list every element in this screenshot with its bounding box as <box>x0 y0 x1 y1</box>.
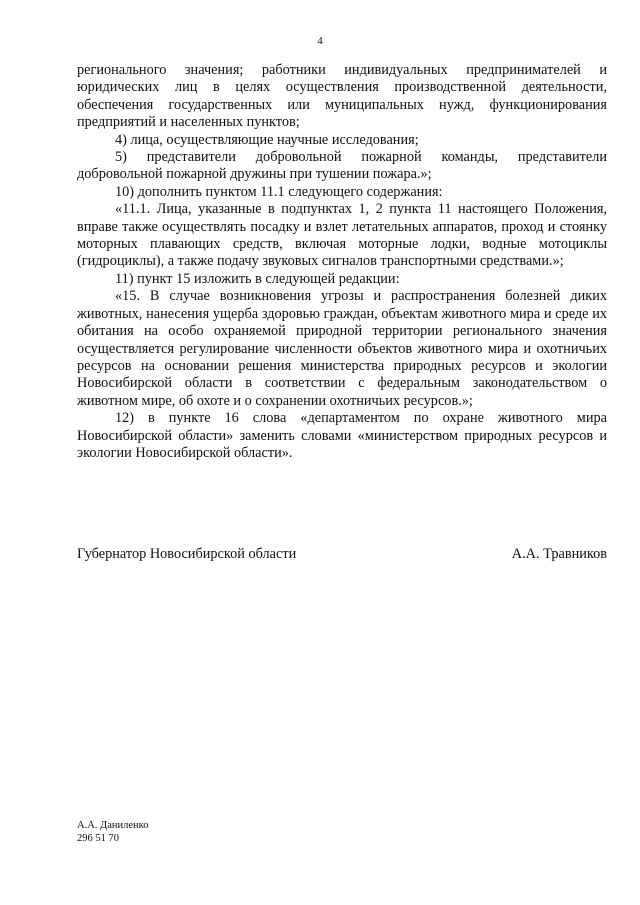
paragraph-item-4: 4) лица, осуществляющие научные исследования; <box>115 131 419 148</box>
paragraph-item-11: 11) пункт 15 изложить в следующей редакции: <box>115 270 400 287</box>
paragraph-item-10: 10) дополнить пунктом 11.1 следующего содержания: <box>115 183 443 200</box>
signatory-position: Губернатор Новосибирской области <box>77 546 297 562</box>
paragraph-item-12: 12) в пункте 16 слова «департаментом по охране животного мира Новосибирской области» заменить словами «министерством природных ресурсов и экологии Новосибирской области». <box>77 410 607 461</box>
paragraph-item-5: 5) представители добровольной пожарной команды, представители добровольной пожарной дружины при тушении пожара.»; <box>77 149 607 183</box>
signatory-name: А.А. Травников <box>511 546 607 562</box>
paragraph-clause-11-1: «11.1. Лица, указанные в подпунктах 1, 2 пункта 11 настоящего Положения, вправе также осуществлять посадку и взлет летательных аппаратов, проход и стоянку моторных плавающих средств, включая моторные лодки, водные мотоциклы (гидроциклы), а также подачу звуковых сигналов транспортными средствами.»; <box>77 201 607 270</box>
paragraph-continuation: регионального значения; работники индивидуальных предпринимателей и юридических лиц в целях осуществления производственной деятельности, обеспечения государственных или муниципальных нужд, функционирования предприятий и населенных пунктов; <box>77 62 607 131</box>
signature-block <box>77 546 607 563</box>
document-body <box>77 62 607 462</box>
executor-footer <box>77 819 148 845</box>
paragraph-clause-15: «15. В случае возникновения угрозы и распространения болезней диких животных, нанесения ущерба здоровью граждан, объектам животного мира и среде их обитания на особо охраняемой природной территории регионального значения осуществляется регулирование численности объектов животного мира и охотничьих ресурсов на основании решения министерства природных ресурсов и экологии Новосибирской области в соответствии с федеральным законодательством о животном мире, об охоте и о сохранении охотничьих ресурсов.»; <box>77 288 607 409</box>
page-number: 4 <box>317 35 323 47</box>
executor-name: А.А. Даниленко <box>77 820 149 831</box>
executor-phone: 296 51 70 <box>77 833 119 844</box>
